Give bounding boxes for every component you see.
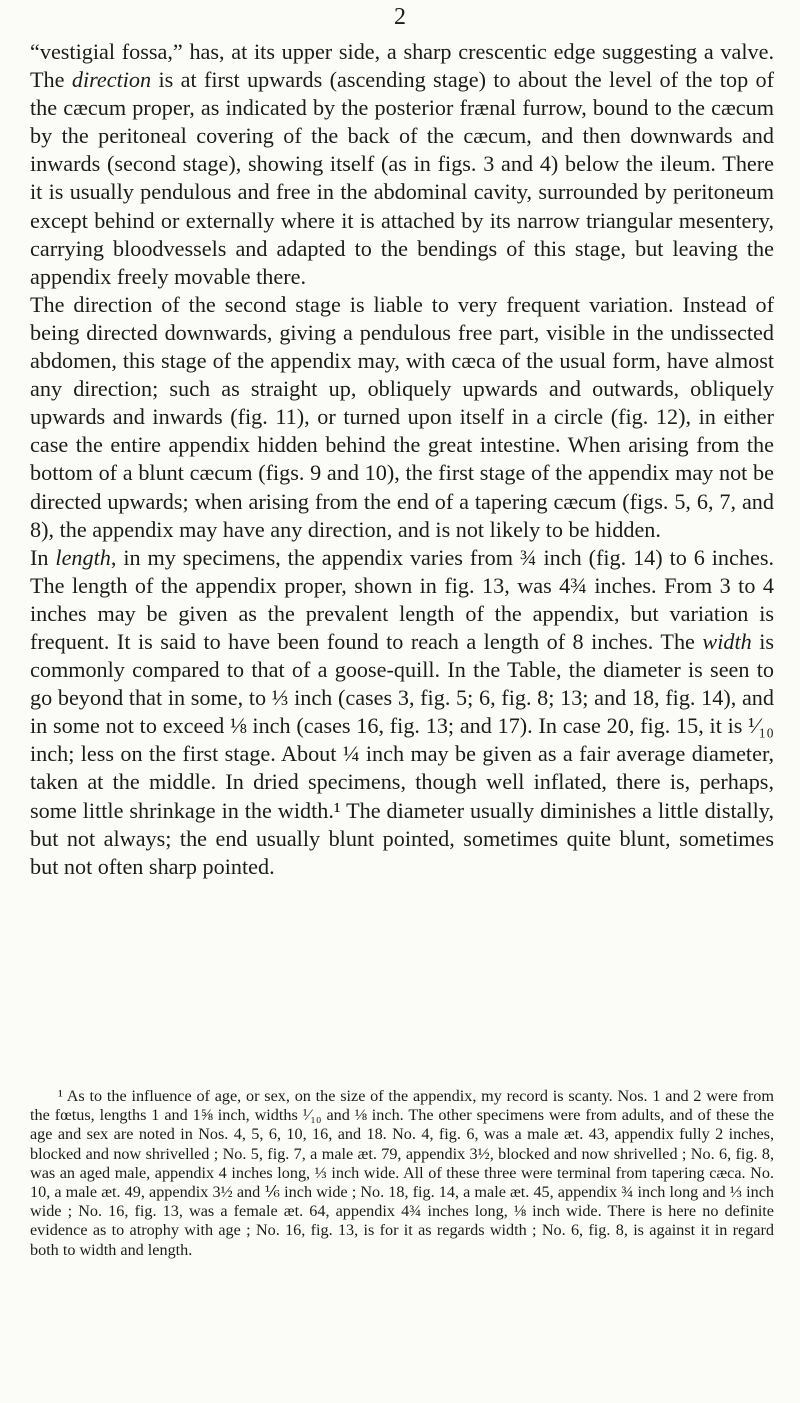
page-number: 2: [394, 4, 406, 30]
footnote-1: ¹ As to the influence of age, or sex, on the size of the appendix, my record is scanty. Nos. 1 and 2 were from the fœtus, lengths 1 and 1⅝ inch, widths ¹⁄₁₀ and ⅛ inch. The other specimens were from adults, and of these the age and sex are noted in Nos. 4, 5, 6, 10, 16, and 18. No. 4, fig. 6, was a male æt. 43, appendix fully 2 inches, blocked and now shrivelled ; No. 5, fig. 7, a male æt. 79, appendix 3½, blocked and now shrivelled ; No. 6, fig. 8, was an aged male, appendix 4 inches long, ⅓ inch wide. All of these three were terminal from tapering cæca. No. 10, a male æt. 49, appendix 3½ and ⅙ inch wide ; No. 18, fig. 14, a male æt. 45, appendix ¾ inch long and ⅓ inch wide ; No. 16, fig. 13, was a female æt. 64, appendix 4¾ inches long, ⅛ inch wide. There is here no definite evidence as to atrophy with age ; No. 16, fig. 13, is for it as regards width ; No. 6, fig. 8, is against it in regard both to width and length.: [30, 1087, 774, 1259]
paragraph-3-text: In length, in my specimens, the appendix varies from ¾ inch (fig. 14) to 6 inches. The length of the appendix proper, shown in fig. 13, was 4¾ inches. From 3 to 4 inches may be given as the prevalent length of the appendix, but variation is frequent. It is said to have been found to reach a length of 8 inches. The width is commonly compared to that of a goose-quill. In the Table, the diameter is seen to go beyond that in some, to ⅓ inch (cases 3, fig. 5; 6, fig. 8; 13; and 18, fig. 14), and in some not to exceed ⅛ inch (cases 16, fig. 13; and 17). In case 20, fig. 15, it is ¹⁄₁₀ inch; less on the first stage. About ¼ inch may be given as a fair average diameter, taken at the middle. In dried specimens, though well inflated, there is, perhaps, some little shrinkage in the width.¹ The diameter usually diminishes a little distally, but not always; the end usually blunt pointed, sometimes quite blunt, sometimes but not often sharp pointed.: [30, 544, 774, 879]
body-text: [30, 38, 774, 881]
paragraph-1-text: “vestigial fossa,” has, at its upper side, a sharp crescentic edge suggesting a valve. The direction is at first upwards (ascending stage) to about the level of the top of the cæcum proper, as indicated by the posterior frænal furrow, bound to the cæcum by the peritoneal covering of the back of the cæcum, and then downwards and inwards (second stage), showing itself (as in figs. 3 and 4) below the ileum. There it is usually pendulous and free in the abdominal cavity, surrounded by peritoneum except behind or externally where it is attached by its narrow triangular mesentery, carrying bloodvessels and adapted to the bendings of this stage, but leaving the appendix freely movable there.: [30, 39, 774, 289]
paragraph-1: [30, 38, 774, 291]
paragraph-2-text: The direction of the second stage is liable to very frequent variation. Instead of being directed downwards, giving a pendulous free part, visible in the undissected abdomen, this stage of the appendix may, with cæca of the usual form, have almost any direction; such as straight up, obliquely upwards and outwards, obliquely upwards and inwards (fig. 11), or turned upon itself in a circle (fig. 12), in either case the entire appendix hidden behind the great intestine. When arising from the bottom of a blunt cæcum (figs. 9 and 10), the first stage of the appendix may not be directed upwards; when arising from the end of a tapering cæcum (figs. 5, 6, 7, and 8), the appendix may have any direction, and is not likely to be hidden.: [30, 291, 774, 542]
paragraph-3: [30, 544, 774, 881]
paragraph-2: [30, 291, 774, 544]
emphasis-length: length: [55, 544, 111, 570]
emphasis-direction: direction: [71, 67, 152, 93]
footnotes: [30, 1087, 774, 1260]
emphasis-width: width: [702, 628, 752, 654]
